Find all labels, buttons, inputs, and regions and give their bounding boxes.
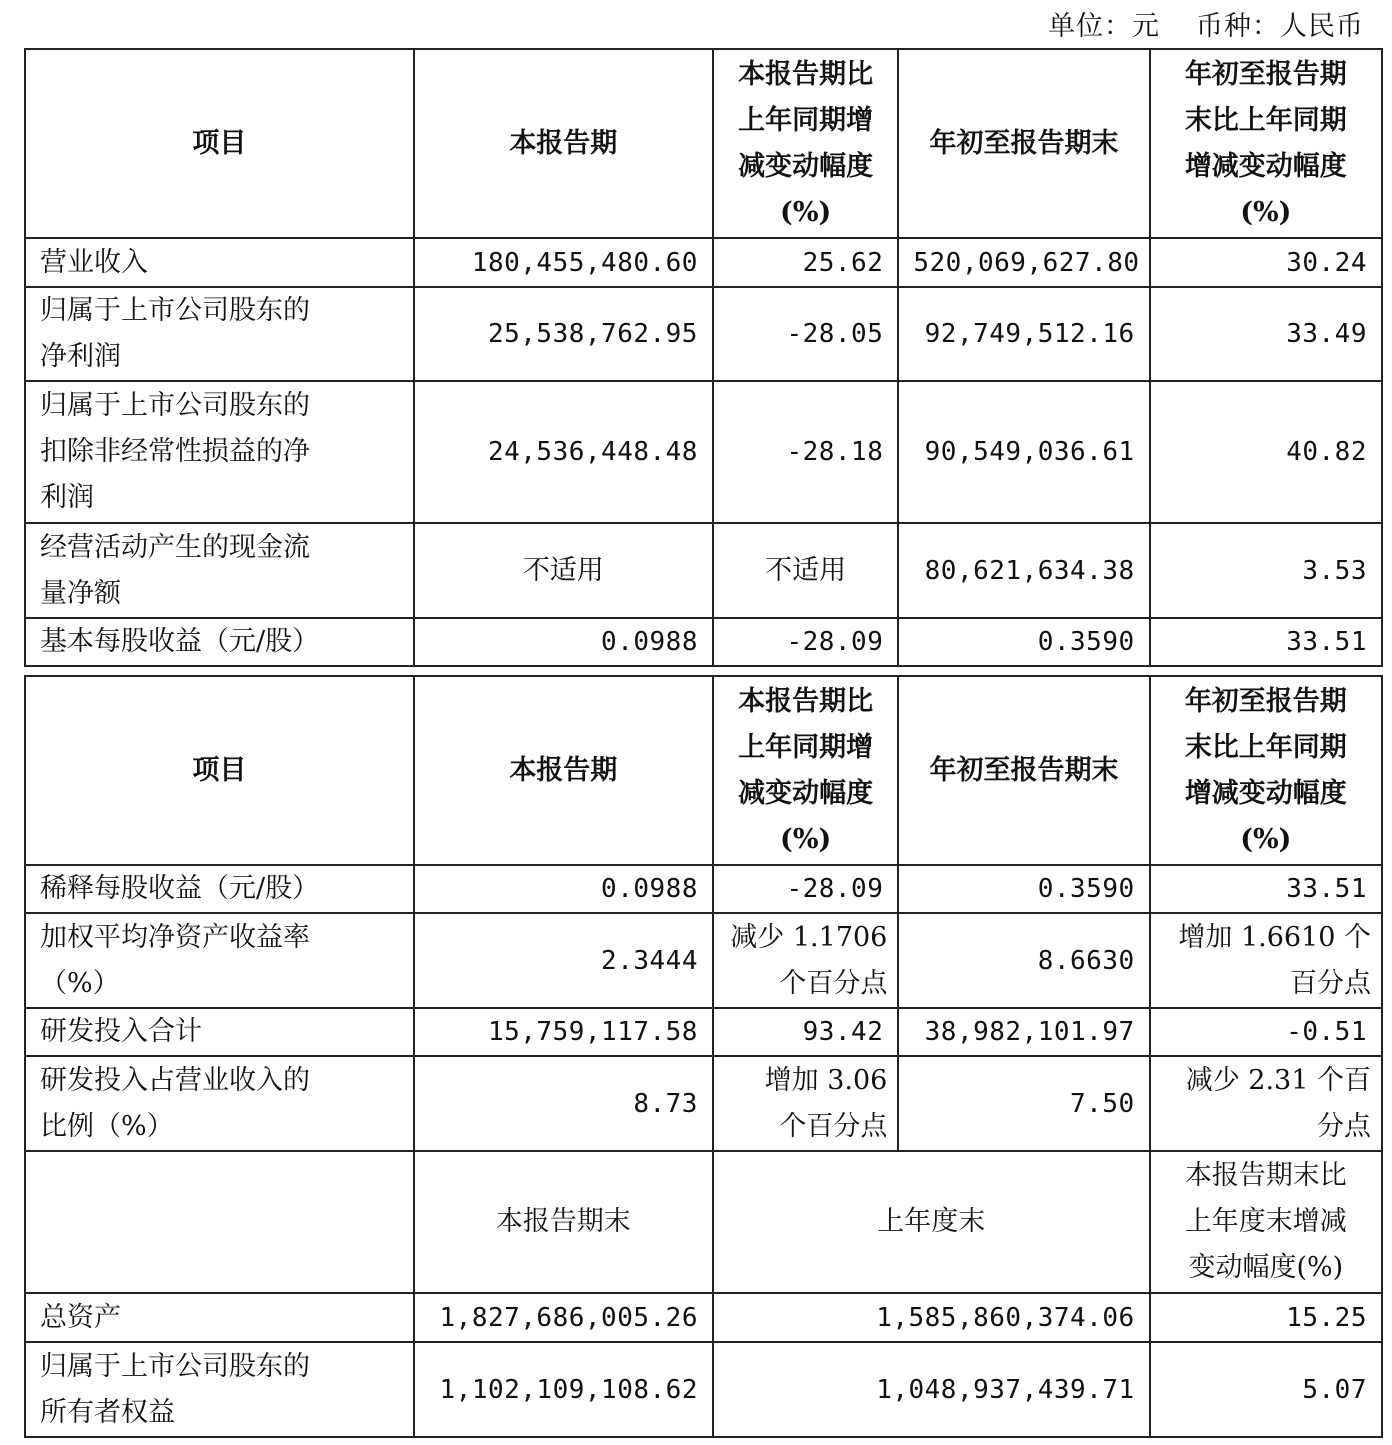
header-current-period: 本报告期 — [414, 676, 713, 865]
current-change: 25.62 — [713, 238, 898, 287]
label-line: 归属于上市公司股东的 — [40, 390, 310, 421]
table-row — [25, 523, 1382, 618]
label-line: 归属于上市公司股东的 — [40, 295, 310, 326]
row-label: 基本每股收益（元/股） — [25, 618, 414, 666]
current-change: -28.09 — [713, 618, 898, 666]
ytd-change: 33.51 — [1150, 865, 1382, 913]
row-label — [25, 381, 414, 523]
period-end-value: 1,102,109,108.62 — [414, 1342, 713, 1437]
ytd-value: 90,549,036.61 — [898, 381, 1149, 523]
row-label: 稀释每股收益（元/股） — [25, 865, 414, 913]
current-value: 180,455,480.60 — [414, 238, 713, 287]
current-change: 93.42 — [713, 1008, 898, 1056]
prior-year-end-value: 1,048,937,439.71 — [713, 1342, 1150, 1437]
change-line: 增加 3.06 — [764, 1064, 888, 1096]
label-line: 研发投入占营业收入的 — [40, 1064, 310, 1096]
table-row — [25, 1342, 1382, 1437]
table-header-row — [25, 676, 1382, 865]
table-header-row — [25, 49, 1382, 238]
header-line: 减变动幅度 — [738, 150, 874, 182]
current-change: -28.05 — [713, 287, 898, 381]
header-line: (%) — [780, 196, 832, 228]
current-value: 8.73 — [414, 1056, 713, 1151]
table-row — [25, 618, 1382, 666]
current-value: 25,538,762.95 — [414, 287, 713, 381]
ytd-value: 7.50 — [898, 1056, 1149, 1151]
balance-change: 15.25 — [1150, 1293, 1382, 1342]
header-ytd-change — [1150, 49, 1382, 238]
table-row — [25, 913, 1382, 1008]
label-line: 经营活动产生的现金流 — [40, 531, 310, 563]
ytd-change: 33.49 — [1150, 287, 1382, 381]
row-label — [25, 287, 414, 381]
ytd-value: 92,749,512.16 — [898, 287, 1149, 381]
row-label — [25, 1342, 414, 1437]
current-value: 0.0988 — [414, 865, 713, 913]
current-change: -28.18 — [713, 381, 898, 523]
financial-table-1 — [24, 48, 1383, 667]
row-label: 研发投入合计 — [25, 1008, 414, 1056]
label-line: 净利润 — [40, 341, 121, 372]
ytd-value: 0.3590 — [898, 865, 1149, 913]
row-label — [25, 523, 414, 618]
change-line: 减少 1.1706 — [730, 921, 888, 953]
row-label — [25, 1056, 414, 1151]
change-line: 分点 — [1317, 1110, 1371, 1142]
header-ytd: 年初至报告期末 — [898, 676, 1149, 865]
header-line: (%) — [780, 823, 832, 855]
current-value: 不适用 — [414, 523, 713, 618]
ytd-value: 0.3590 — [898, 618, 1149, 666]
header-line: 年初至报告期 — [1184, 58, 1347, 90]
header-line: 上年同期增 — [738, 104, 874, 136]
ytd-change: 3.53 — [1150, 523, 1382, 618]
current-value: 0.0988 — [414, 618, 713, 666]
header-line: 增减变动幅度 — [1184, 150, 1347, 182]
current-change: -28.09 — [713, 865, 898, 913]
header-current-period: 本报告期 — [414, 49, 713, 238]
ytd-value: 8.6630 — [898, 913, 1149, 1008]
current-value: 15,759,117.58 — [414, 1008, 713, 1056]
label-line: 比例（%） — [40, 1110, 174, 1142]
table-row — [25, 1056, 1382, 1151]
row-label: 营业收入 — [25, 238, 414, 287]
ytd-value: 80,621,634.38 — [898, 523, 1149, 618]
current-value: 2.3444 — [414, 913, 713, 1008]
ytd-value: 38,982,101.97 — [898, 1008, 1149, 1056]
label-line: 加权平均净资产收益率 — [40, 921, 310, 953]
row-label: 总资产 — [25, 1293, 414, 1342]
ytd-value: 520,069,627.80 — [898, 238, 1149, 287]
table-row — [25, 865, 1382, 913]
header-line: 减变动幅度 — [738, 777, 874, 809]
current-change — [713, 913, 898, 1008]
header-line: 变动幅度(%) — [1188, 1252, 1344, 1283]
ytd-change: 30.24 — [1150, 238, 1382, 287]
table-row — [25, 1293, 1382, 1342]
change-line: 百分点 — [1290, 967, 1371, 999]
header-item: 项目 — [25, 49, 414, 238]
row-label — [25, 913, 414, 1008]
table-row — [25, 1008, 1382, 1056]
header-current-change — [713, 49, 898, 238]
balance-header-blank — [25, 1151, 414, 1293]
table-row — [25, 287, 1382, 381]
currency-label: 币种：人民币 — [1196, 11, 1364, 42]
prior-year-end-value: 1,585,860,374.06 — [713, 1293, 1150, 1342]
header-line: 本报告期比 — [738, 58, 874, 90]
current-change: 不适用 — [713, 523, 898, 618]
table-row — [25, 381, 1382, 523]
label-line: （%） — [40, 967, 120, 999]
label-line: 扣除非经常性损益的净 — [40, 436, 310, 467]
change-line: 减少 2.31 个百 — [1185, 1064, 1371, 1096]
financial-table-2 — [24, 675, 1383, 1438]
header-line: (%) — [1240, 823, 1292, 855]
unit-label: 单位：元 — [1048, 11, 1160, 42]
header-current-change — [713, 676, 898, 865]
table-row — [25, 238, 1382, 287]
header-item: 项目 — [25, 676, 414, 865]
change-line: 增加 1.6610 个 — [1178, 921, 1371, 953]
current-value: 24,536,448.48 — [414, 381, 713, 523]
header-line: 上年度末增减 — [1184, 1206, 1347, 1237]
ytd-change: -0.51 — [1150, 1008, 1382, 1056]
ytd-change — [1150, 1056, 1382, 1151]
header-line: 末比上年同期 — [1184, 731, 1347, 763]
balance-header-row — [25, 1151, 1382, 1293]
ytd-change: 33.51 — [1150, 618, 1382, 666]
header-line: 本报告期末比 — [1184, 1160, 1347, 1191]
label-line: 量净额 — [40, 577, 121, 609]
change-line: 个百分点 — [779, 1110, 888, 1142]
header-prior-year-end: 上年度末 — [713, 1151, 1150, 1293]
header-line: 增减变动幅度 — [1184, 777, 1347, 809]
period-end-value: 1,827,686,005.26 — [414, 1293, 713, 1342]
current-change — [713, 1056, 898, 1151]
header-ytd: 年初至报告期末 — [898, 49, 1149, 238]
ytd-change: 40.82 — [1150, 381, 1382, 523]
label-line: 所有者权益 — [40, 1396, 175, 1428]
header-line: 本报告期比 — [738, 685, 874, 717]
header-balance-change — [1150, 1151, 1382, 1293]
header-line: 年初至报告期 — [1184, 685, 1347, 717]
change-line: 个百分点 — [779, 967, 888, 999]
label-line: 归属于上市公司股东的 — [40, 1350, 310, 1382]
balance-change: 5.07 — [1150, 1342, 1382, 1437]
ytd-change — [1150, 913, 1382, 1008]
label-line: 利润 — [40, 482, 94, 513]
header-line: 上年同期增 — [738, 731, 874, 763]
header-period-end: 本报告期末 — [414, 1151, 713, 1293]
header-line: (%) — [1240, 196, 1292, 228]
unit-currency-note — [1048, 4, 1364, 43]
header-line: 末比上年同期 — [1184, 104, 1347, 136]
header-ytd-change — [1150, 676, 1382, 865]
